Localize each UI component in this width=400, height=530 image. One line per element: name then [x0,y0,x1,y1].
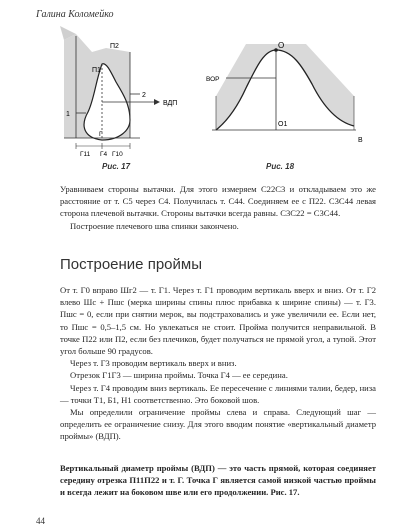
figure-17-armhole-diagram [36,26,186,166]
label-p1: П1 [92,67,101,74]
label-g: Г [99,131,103,138]
label-vor: ВОР [206,76,220,83]
figure-17-caption: Рис. 17 [102,162,131,171]
paragraph: Мы определили ограничение проймы слева и справа. Следующий шаг — определить ее ограничение снизу. Для этого вводим понятие «вертикальный диаметр проймы» (ВДП). [60,407,376,442]
paragraph: Построение плечевого шва спинки закончено. [70,220,239,231]
label-o: O [278,41,285,50]
body-text-main [60,284,376,443]
section-title: Построение проймы [60,256,202,273]
label-p2: П2 [110,43,119,50]
label-g4: Г4 [100,151,108,158]
body-text-top [60,183,376,232]
paragraph: Через т. Г4 проводим вниз вертикаль. Ее пересечение с линиями талии, бедер, низа — точки Т1, Б1, Н1 соответственно. Это боковой шов. [60,382,376,405]
running-header-author: Галина Коломейко [36,9,114,20]
label-1: 1 [66,111,70,118]
label-o1: O1 [278,121,288,128]
label-vdp: ВДП [163,100,178,107]
figures-row [36,26,366,182]
label-g10: Г10 [112,151,123,158]
paragraph: Через т. Г3 проводим вертикаль вверх и вниз. [70,358,237,369]
page-number: 44 [36,516,45,526]
paragraph: От т. Г0 вправо Шг2 — т. Г1. Через т. Г1 проводим вертикаль вверх и вниз. От т. Г2 влево Шс + Пшс (мерка ширины спины плюс прибавка к ширине спины) — т. Г3. Пшс = 0, если при снятии мерок, вы подстраховались и уже увеличили ее. Если нет, то Пшс = 0,5–1,5 см. Но увлекаться не стоит. Пройма получится неправильной. В точке П22 или П2, если без плечиков, будет получаться не прямой угол, а тупой. Этот угол больше 90 градусов. [60,285,376,357]
label-b: В [358,137,363,144]
label-g11: Г11 [80,151,91,158]
paragraph: Отрезок Г1Г3 — ширина проймы. Точка Г4 — ее середина. [70,370,288,381]
figure-18-sleeve-diagram [206,26,366,166]
label-2: 2 [142,92,146,99]
figure-18-caption: Рис. 18 [266,162,295,171]
paragraph: Уравниваем стороны вытачки. Для этого измеряем С22С3 и откладываем это же расстояние от т. С5 через С4. Получилась т. С44. Соединяем ее с П22. С3С44 левая сторона плечевой вытачки. Стороны вытачки всегда равны. С3С22 = С3С44. [60,184,376,219]
definition-paragraph: Вертикальный диаметр проймы (ВДП) — это часть прямой, которая соединяет середину отрезка П11П22 и т. Г. Точка Г является самой низкой частью проймы и всегда лежит на боковом шве или его продолжении. Рис. 17. [60,463,376,498]
